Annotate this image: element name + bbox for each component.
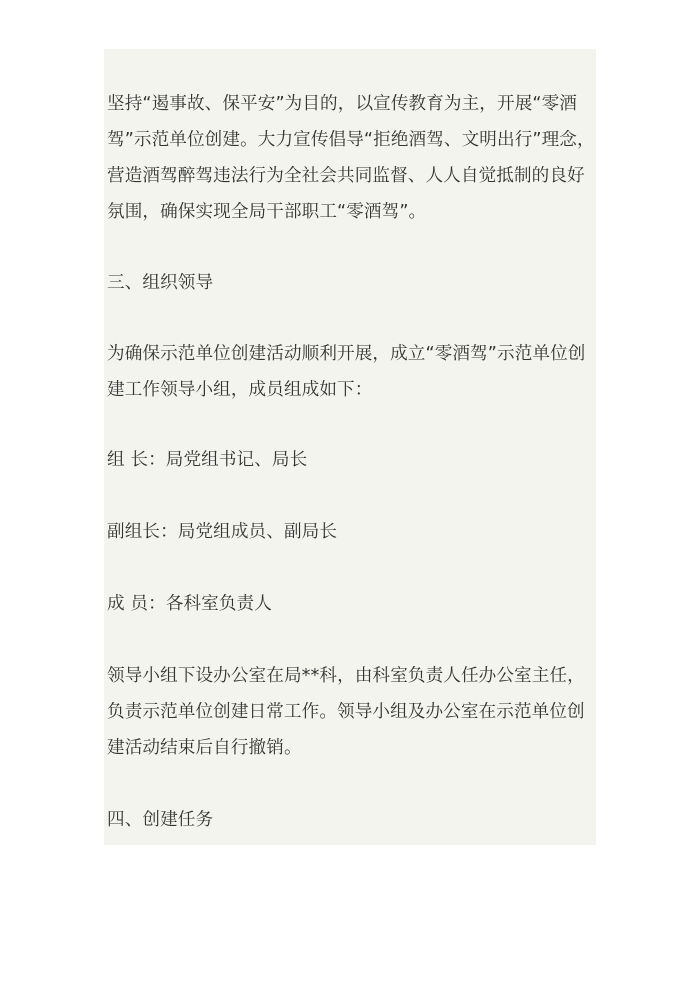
- document-content: [104, 49, 596, 845]
- member-line: 成 员：各科室负责人: [107, 594, 272, 614]
- section-heading-organization: 三、组织领导: [107, 273, 214, 293]
- paragraph-office: 领导小组下设办公室在局**科，由科室负责人任办公室主任，负责示范单位创建日常工作。领导小组及办公室在示范单位创建活动结束后自行撤销。: [107, 666, 585, 758]
- group-leader-line: 组 长：局党组书记、局长: [107, 450, 308, 470]
- section-heading-tasks: 四、创建任务: [107, 810, 214, 830]
- paragraph-leading-group: 为确保示范单位创建活动顺利开展，成立“零酒驾”示范单位创建工作领导小组，成员组成如下：: [107, 344, 586, 400]
- paragraph-goal: 坚持“遏事故、保平安”为目的，以宣传教育为主，开展“零酒驾”示范单位创建。大力宣传倡导“拒绝酒驾、文明出行”理念，营造酒驾醉驾违法行为全社会共同监督、人人自觉抵制的良好氛围，确保实现全局干部职工“零酒驾”。: [107, 94, 595, 222]
- deputy-leader-line: 副组长：局党组成员、副局长: [107, 522, 338, 542]
